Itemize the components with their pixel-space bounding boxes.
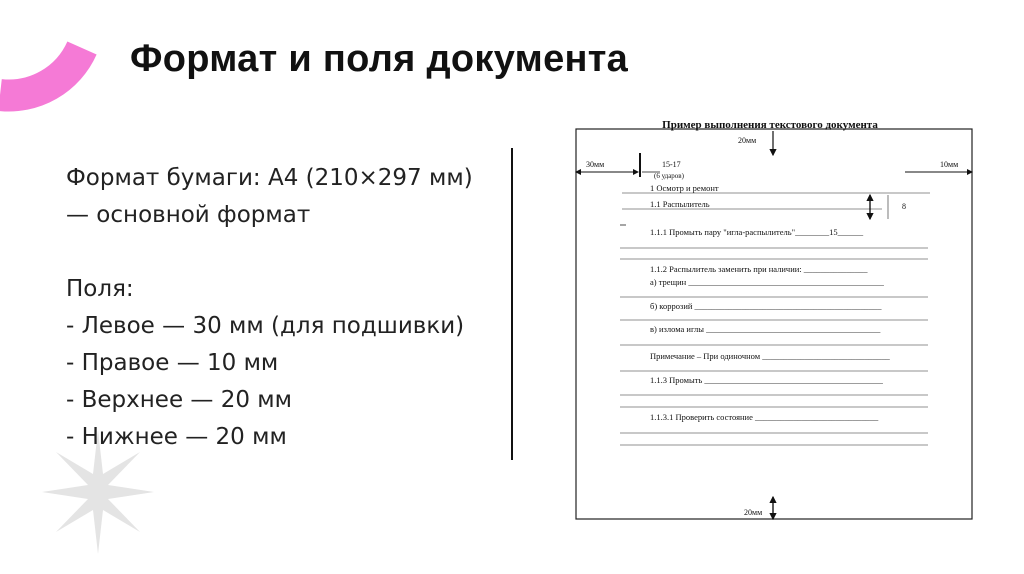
margin-left-item: - Левое — 30 мм (для подшивки): [66, 313, 465, 339]
left-margin-label: 30мм: [586, 160, 605, 169]
paper-format-note: — основной формат: [66, 202, 311, 228]
doc-line-8: Примечание – При одиночном ______________________________: [650, 351, 890, 361]
margin-right-item: - Правое — 10 мм: [66, 350, 279, 376]
paper-format-label: Формат бумаги: [66, 165, 253, 191]
format-description: [66, 160, 473, 456]
margin-top-item: - Верхнее — 20 мм: [66, 387, 292, 413]
doc-line-5: а) трещин ______________________________________________: [650, 277, 884, 287]
doc-line-3: 1.1.1 Промыть пару "игла-распылитель"________15______: [650, 227, 864, 237]
doc-line-6: б) коррозий ____________________________________________: [650, 301, 882, 311]
bottom-margin-label: 20мм: [744, 508, 763, 517]
doc-line-4: 1.1.2 Распылитель заменить при наличии: _______________: [650, 264, 868, 274]
doc-line-2: 1.1 Распылитель: [650, 199, 710, 209]
example-heading: Пример выполнения текстового документа: [662, 119, 878, 131]
doc-line-1: 1 Осмотр и ремонт: [650, 183, 719, 193]
doc-line-9: 1.1.3 Промыть __________________________________________: [650, 375, 883, 385]
margin-bottom-item: - Нижнее — 20 мм: [66, 424, 287, 450]
margins-heading: Поля:: [66, 276, 134, 302]
top-margin-label: 20мм: [738, 136, 757, 145]
spacing-label: 8: [902, 202, 906, 211]
doc-line-7: в) излома иглы _________________________________________: [650, 324, 881, 334]
paper-format-value: : А4 (210×297 мм): [252, 165, 473, 191]
paper-format-line: [66, 160, 473, 197]
vertical-divider: [511, 148, 513, 460]
margins-label: Поля: [66, 276, 126, 302]
slide-title: Формат и поля документа: [130, 38, 629, 80]
indent-note: (6 ударов): [654, 172, 684, 180]
right-margin-label: 10мм: [940, 160, 959, 169]
doc-line-10: 1.1.3.1 Проверить состояние _____________________________: [650, 412, 879, 422]
example-document: [560, 115, 980, 535]
indent-label: 15-17: [662, 160, 681, 169]
